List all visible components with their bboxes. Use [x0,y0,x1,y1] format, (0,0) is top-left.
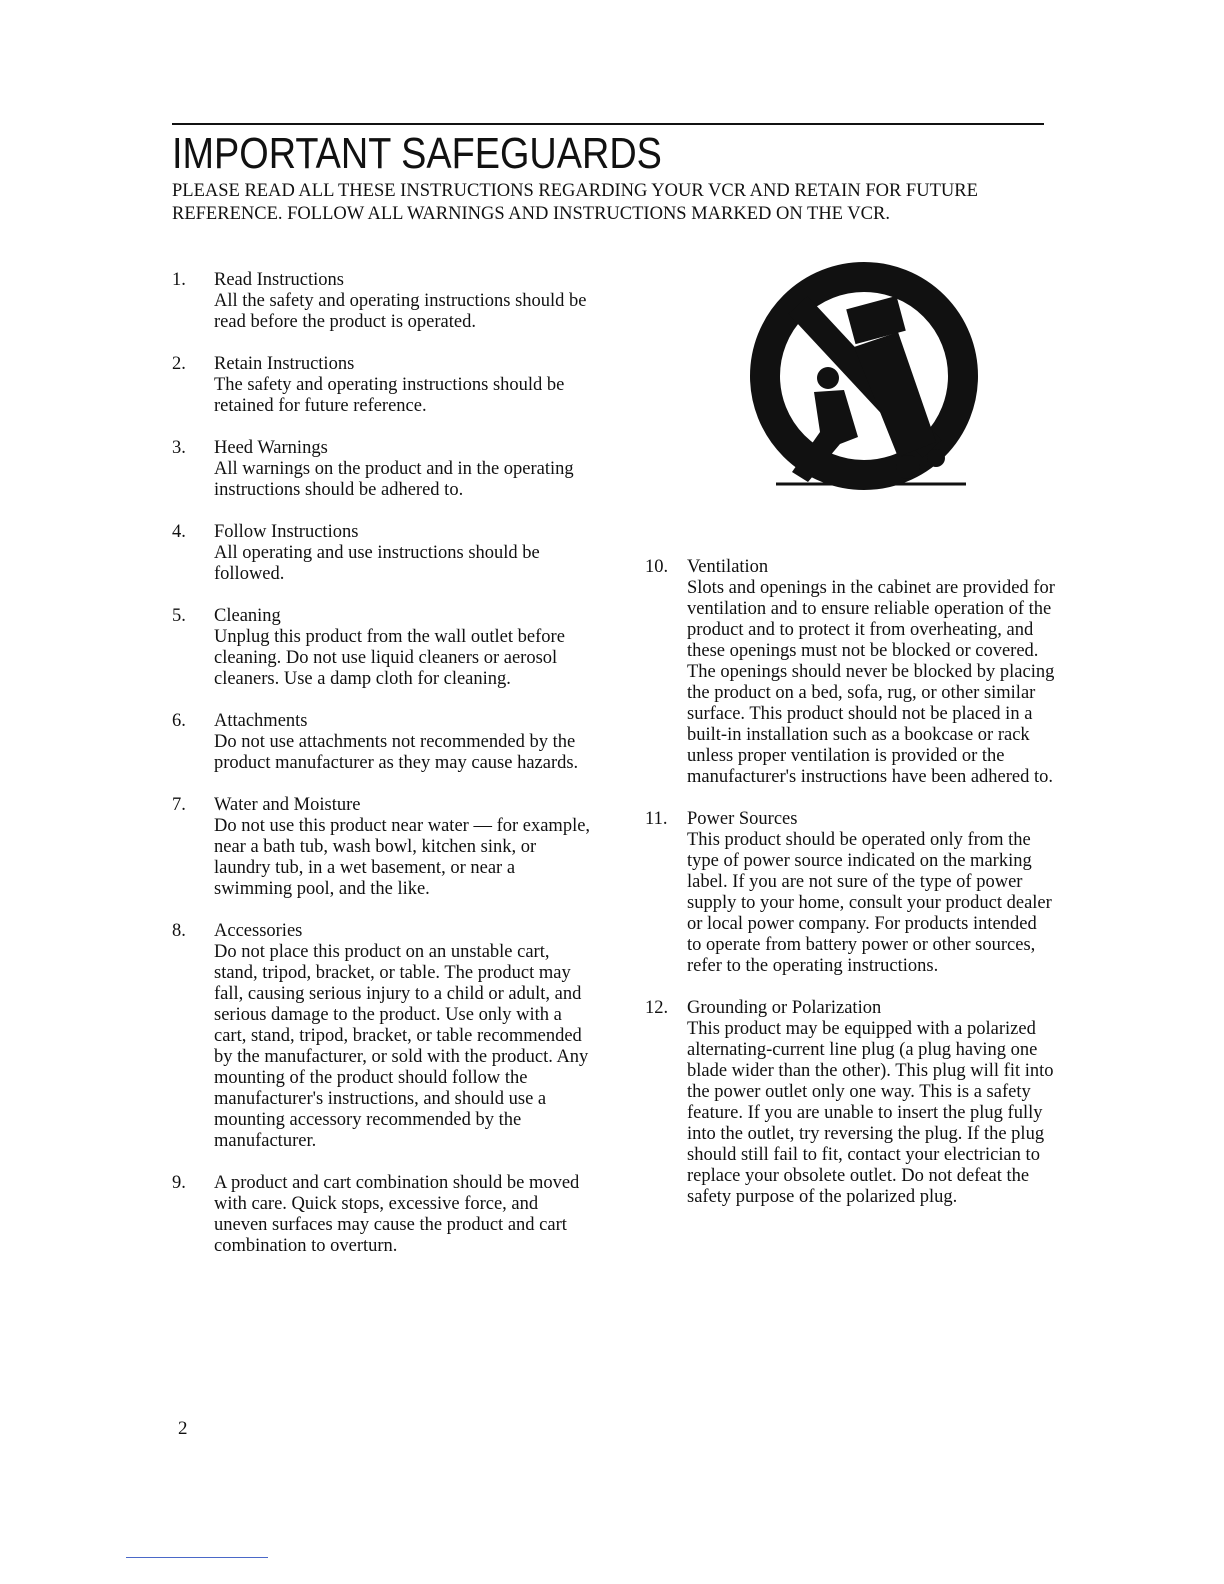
list-item [172,522,592,585]
list-item [645,557,1055,788]
item-heading: Heed Warnings [214,438,328,458]
list-item [172,270,592,333]
item-number: 7. [172,795,186,815]
item-text: All warnings on the product and in the operating instructions should be adhered to. [214,459,574,500]
item-number: 12. [645,998,669,1018]
item-number: 5. [172,606,186,626]
list-item [172,921,592,1152]
list-item [172,606,592,690]
intro-paragraph: PLEASE READ ALL THESE INSTRUCTIONS REGARDING YOUR VCR AND RETAIN FOR FUTURE REFERENCE. FOLLOW ALL WARNINGS AND INSTRUCTIONS MARKED ON THE VCR. [172,181,978,224]
item-heading: Attachments [214,711,308,731]
item-heading: Follow Instructions [214,522,359,542]
item-heading: Retain Instructions [214,354,355,374]
item-number: 6. [172,711,186,731]
title-rule [172,123,1044,125]
list-item [172,795,592,900]
item-number: 10. [645,557,669,577]
list-item [172,354,592,417]
item-heading: Grounding or Polarization [687,998,882,1018]
left-column [172,270,592,1257]
item-text: The safety and operating instructions should be retained for future reference. [214,375,565,416]
item-text: Do not place this product on an unstable cart, stand, tripod, bracket, or table. The product may fall, causing serious injury to a child or adult, and serious damage to the product. Use only with a cart, stand, tripod, bracket, or table recommended by the manufacturer, or sold with the product. Any mounting of the product should follow the manufacturer's instructions, and should use a mounting accessory recommended by the manufacturer. [214,942,589,1151]
item-heading: Power Sources [687,809,798,829]
list-item [172,1173,592,1257]
list-item [172,438,592,501]
list-item [645,809,1055,977]
item-text: All the safety and operating instructions should be read before the product is operated. [214,291,587,332]
list-item [645,998,1055,1208]
item-text: All operating and use instructions should be followed. [214,543,540,584]
item-number: 3. [172,438,186,458]
item-number: 8. [172,921,186,941]
footer-rule [126,1557,268,1558]
item-number: 9. [172,1173,186,1193]
item-number: 2. [172,354,186,374]
item-text: Slots and openings in the cabinet are provided for ventilation and to ensure reliable operation of the product and to protect it from overheating, and these openings must not be blocked or covered. The openings should never be blocked by placing the product on a bed, sofa, rug, or other similar surface. This product should not be placed in a built-in installation such as a bookcase or rack unless proper ventilation is provided or the manufacturer's instructions have been adhered to. [687,578,1055,787]
cart-tip-over-warning-icon [748,262,988,500]
item-number: 11. [645,809,668,829]
item-text: This product may be equipped with a polarized alternating-current line plug (a plug having one blade wider than the other). This plug will fit into the power outlet only one way. This is a safety feature. If you are unable to insert the plug fully into the outlet, try reversing the plug. If the plug should still fail to fit, contact your electrician to replace your obsolete outlet. Do not defeat the safety purpose of the polarized plug. [687,1019,1054,1207]
item-text: Do not use this product near water — for example, near a bath tub, wash bowl, kitchen sink, or laundry tub, in a wet basement, or near a swimming pool, and the like. [214,816,591,899]
item-heading: Accessories [214,921,303,941]
item-heading: Cleaning [214,606,281,626]
page-title: IMPORTANT SAFEGUARDS [172,129,662,178]
item-heading: Water and Moisture [214,795,361,815]
item-number: 4. [172,522,186,542]
page-number: 2 [178,1418,188,1439]
item-text: This product should be operated only from the type of power source indicated on the marking label. If you are not sure of the type of power supply to your home, consult your product dealer or local power company. For products intended to operate from battery power or other sources, refer to the operating instructions. [687,830,1052,976]
item-heading: Read Instructions [214,270,344,290]
item-text: Do not use attachments not recommended by the product manufacturer as they may cause hazards. [214,732,579,773]
right-column [645,557,1055,1208]
list-item [172,711,592,774]
item-heading: Ventilation [687,557,769,577]
item-number: 1. [172,270,186,290]
item-text: Unplug this product from the wall outlet before cleaning. Do not use liquid cleaners or aerosol cleaners. Use a damp cloth for cleaning. [214,627,565,689]
item-text: A product and cart combination should be moved with care. Quick stops, excessive force, and uneven surfaces may cause the product and cart combination to overturn. [214,1173,580,1256]
